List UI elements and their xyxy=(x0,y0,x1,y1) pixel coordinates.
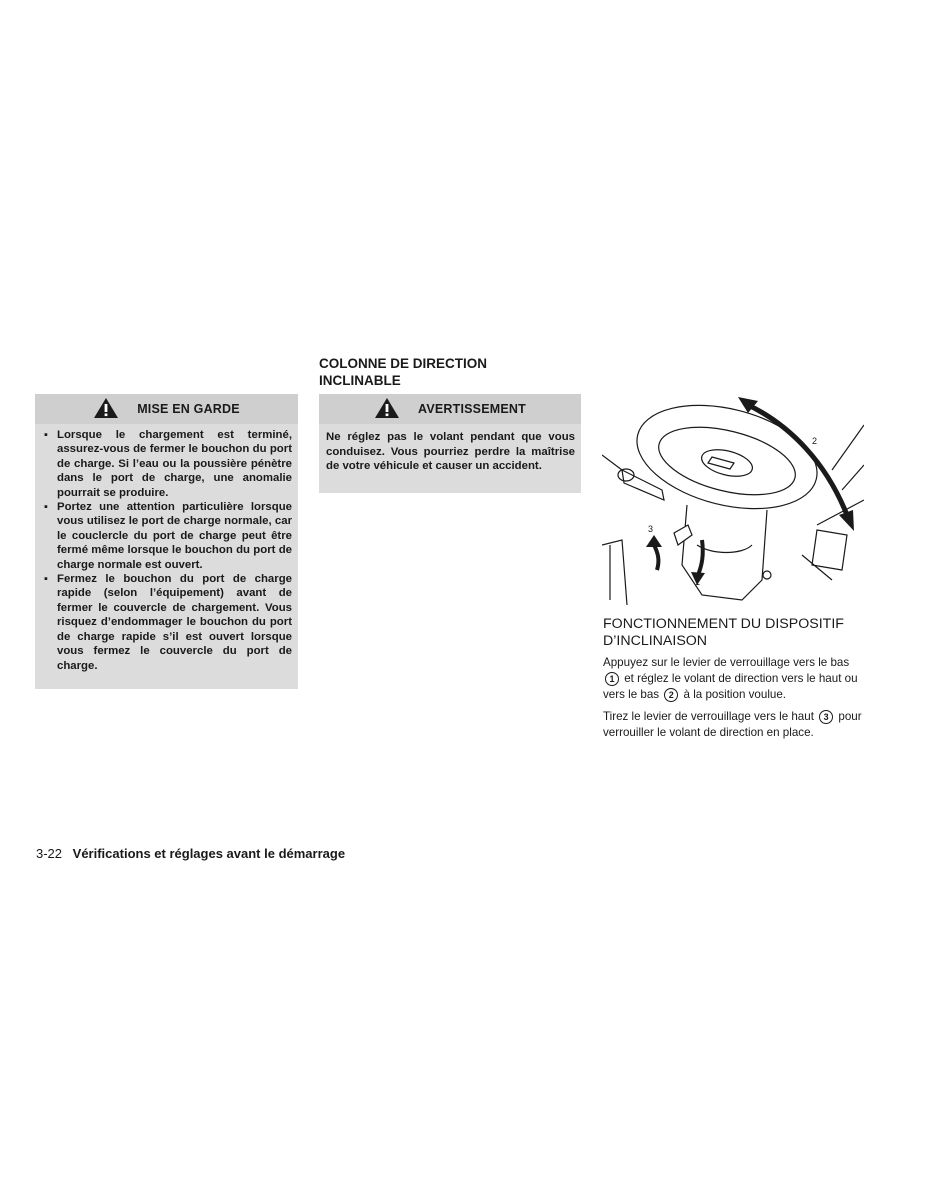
caution-item: ▪ Fermez le bouchon du port de charge rapide (selon l’équipement) avant de fermer le couvercle de chargement. Vous risquez d’endommager le bouchon du port de charge rapide s’il est ouvert lorsque vous fermez le couvercle du port de charge. xyxy=(44,573,292,672)
chapter-title: Vérifications et réglages avant le démarrage xyxy=(72,846,346,861)
caution-header xyxy=(35,394,298,424)
callout-1: 1 xyxy=(605,672,619,686)
label-3: 3 xyxy=(648,524,654,534)
caution-item: ▪ Lorsque le chargement est terminé, assurez-vous de fermer le bouchon du port de charge. Si l’eau ou la poussière pénètre dans le port de charge, une anomalie pourrait se produire. xyxy=(44,429,292,499)
page-number: 3-22 xyxy=(36,846,63,861)
warning-header xyxy=(319,394,581,424)
paragraph-lock: Tirez le levier de verrouillage vers le haut 3 pour verrouiller le volant de direction en place. xyxy=(603,710,862,740)
warning-box xyxy=(319,394,581,493)
caution-list xyxy=(41,428,292,673)
label-1: 1 xyxy=(695,577,701,587)
caution-item: ▪ Portez une attention particulière lorsque vous utilisez le port de charge normale, car le couclercle du port de charge peut être fermé même lorsque le bouchon du port de charge normale est ouvert. xyxy=(44,501,292,571)
warning-triangle-icon xyxy=(93,397,119,422)
callout-2: 2 xyxy=(664,688,678,702)
section-title: COLONNE DE DIRECTION INCLINABLE xyxy=(319,356,488,388)
callout-3: 3 xyxy=(819,710,833,724)
warning-title: AVERTISSEMENT xyxy=(418,402,526,416)
page-footer xyxy=(36,846,345,862)
paragraph-unlock: Appuyez sur le levier de verrouillage vers le bas 1 et réglez le volant de direction vers le haut ou vers le bas 2 à la position voulue. xyxy=(603,656,858,702)
caution-box xyxy=(35,394,298,689)
warning-triangle-icon xyxy=(374,397,400,422)
subsection-title: FONCTIONNEMENT DU DISPOSITIF D’INCLINAISON xyxy=(603,616,844,649)
steering-wheel-illustration xyxy=(602,395,864,607)
warning-text: Ne réglez pas le volant pendant que vous conduisez. Vous pourriez perdre la maîtrise de votre véhicule et causer un accident. xyxy=(326,431,575,473)
caution-body xyxy=(35,424,298,679)
caution-title: MISE EN GARDE xyxy=(137,402,240,416)
label-2: 2 xyxy=(812,436,818,446)
